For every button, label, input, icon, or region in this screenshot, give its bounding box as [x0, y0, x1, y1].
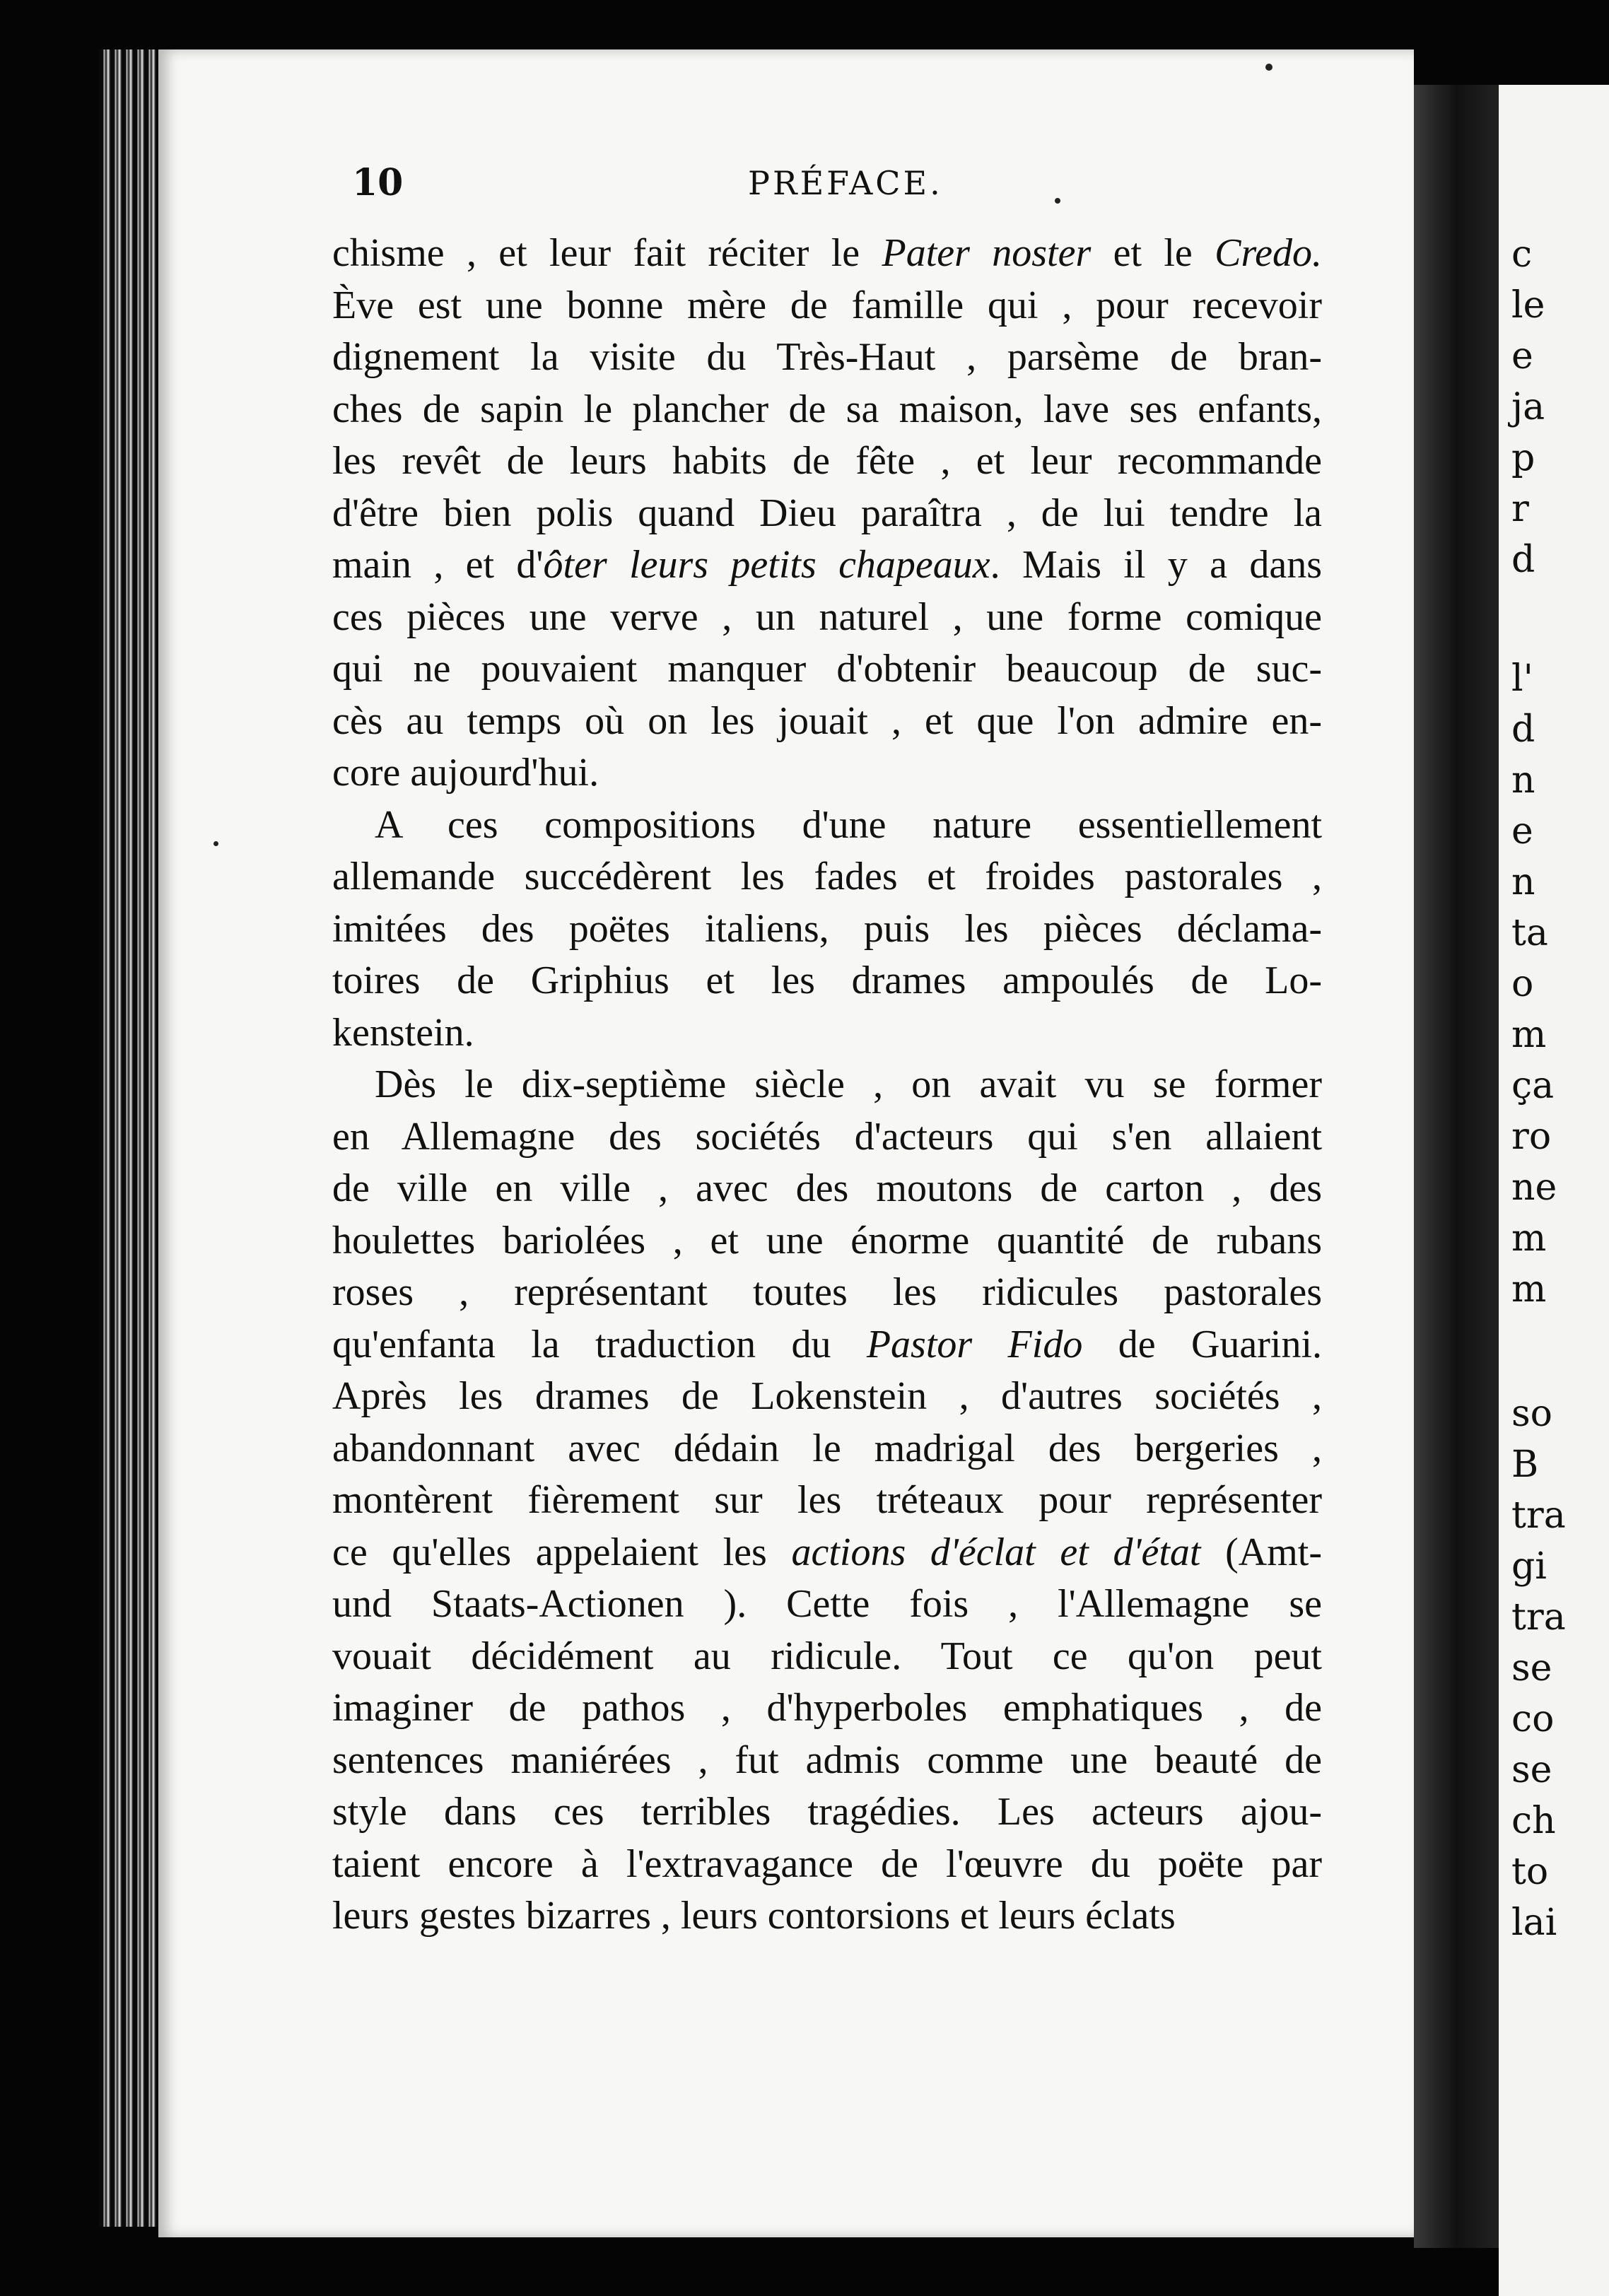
body-text [332, 228, 1322, 1943]
text-line [332, 1423, 1322, 1475]
page-gutter-shadow [1414, 85, 1499, 2248]
italic-text-run: Pater noster [882, 231, 1092, 275]
facing-page-fragment: ta [1511, 912, 1548, 954]
facing-page-fragment: d [1511, 539, 1535, 581]
facing-page-fragment: so [1511, 1393, 1552, 1435]
text-run: imaginer de pathos , d'hyperboles emphatiques , de [332, 1686, 1322, 1730]
text-line [332, 1735, 1322, 1787]
facing-page-fragment: co [1511, 1698, 1555, 1740]
facing-page-fragment: n [1511, 861, 1535, 903]
text-line [332, 488, 1322, 540]
text-line [332, 1319, 1322, 1371]
facing-page-fragment: n [1511, 759, 1535, 802]
facing-page-fragment: m [1511, 1268, 1547, 1311]
text-run: Dès le dix-septième siècle , on avait vu se former [375, 1062, 1322, 1106]
text-line [332, 1631, 1322, 1683]
text-line [332, 1371, 1322, 1423]
text-run: roses , représentant toutes les ridicules pastorales [332, 1270, 1322, 1314]
text-run: ces pièces une verve , un naturel , une forme comique [332, 594, 1322, 639]
text-run: les revêt de leurs habits de fête , et leur recommande [332, 439, 1322, 483]
ink-speck [1265, 64, 1272, 71]
facing-page-fragment: ja [1511, 386, 1545, 428]
facing-page-fragment: o [1511, 963, 1534, 1005]
text-line [332, 1007, 1322, 1060]
ink-speck [213, 841, 218, 846]
facing-page-fragment: ne [1511, 1166, 1557, 1209]
facing-page-fragment: B [1511, 1443, 1539, 1486]
text-line [332, 1682, 1322, 1735]
italic-text-run: Pastor Fido [866, 1322, 1083, 1366]
text-line [332, 280, 1322, 332]
text-line [332, 539, 1322, 592]
facing-page-fragment: tra [1511, 1596, 1566, 1639]
text-line [332, 1163, 1322, 1215]
text-line [332, 1527, 1322, 1579]
text-line [332, 384, 1322, 436]
paragraph [332, 800, 1322, 1060]
text-line [332, 1890, 1322, 1943]
text-line [332, 1111, 1322, 1164]
text-run: ches de sapin le plancher de sa maison, lave ses enfants, [332, 387, 1322, 431]
facing-page-fragment: to [1511, 1851, 1549, 1893]
text-line [332, 1839, 1322, 1891]
facing-page-fragment: le [1511, 284, 1545, 327]
text-run: und Staats-Actionen ). Cette fois , l'Allemagne se [332, 1582, 1322, 1626]
facing-page-fragment: se [1511, 1749, 1552, 1791]
text-run: (Amt- [1200, 1530, 1322, 1574]
text-line [332, 955, 1322, 1007]
facing-page-fragment: m [1511, 1014, 1547, 1056]
text-run: vouait décidément au ridicule. Tout ce qu'on peut [332, 1634, 1322, 1678]
text-line [332, 332, 1322, 384]
text-run: allemande succédèrent les fades et froides pastorales , [332, 855, 1322, 898]
facing-page-fragment: tra [1511, 1494, 1566, 1537]
paragraph [332, 228, 1322, 800]
text-run: en Allemagne des sociétés d'acteurs qui s'en allaient [332, 1114, 1322, 1159]
text-run: d'être bien polis quand Dieu paraîtra , de lui tendre la [332, 491, 1322, 535]
facing-page-fragment: d [1511, 708, 1535, 751]
italic-text-run: actions d'éclat et d'état [791, 1530, 1201, 1574]
text-line [332, 228, 1322, 280]
text-line [332, 1786, 1322, 1839]
text-run: dignement la visite du Très-Haut , parsème de bran- [332, 335, 1322, 379]
text-run: de ville en ville , avec des moutons de carton , des [332, 1166, 1322, 1210]
text-run: qu'enfanta la traduction du [332, 1322, 867, 1366]
page-header [0, 161, 1609, 218]
text-line [332, 1267, 1322, 1319]
text-run: montèrent fièrement sur les tréteaux pour représenter [332, 1478, 1322, 1522]
text-run: Ève est une bonne mère de famille qui , pour recevoir [332, 283, 1322, 327]
text-run: A ces compositions d'une nature essentiellement [375, 802, 1322, 847]
text-line [332, 851, 1322, 903]
text-run: kenstein. [332, 1010, 474, 1055]
text-run: core aujourd'hui. [332, 751, 599, 795]
facing-page-fragment: e [1511, 810, 1533, 853]
facing-page-fragment: lai [1511, 1902, 1557, 1944]
facing-page-fragment: p [1511, 437, 1535, 479]
facing-page-fragment: e [1511, 335, 1533, 377]
text-line [332, 592, 1322, 644]
text-line [332, 747, 1322, 800]
italic-text-run: ôter leurs petits chapeaux [543, 543, 990, 587]
text-run: chisme , et leur fait réciter le [332, 231, 882, 275]
text-run: main , et d' [332, 543, 544, 587]
page-number: 10 [352, 161, 404, 204]
paragraph [332, 1059, 1322, 1943]
ink-speck [1055, 198, 1060, 204]
text-run: taient encore à l'extravagance de l'œuvre du poëte par [332, 1841, 1322, 1886]
text-line [332, 435, 1322, 488]
facing-page-fragment: gi [1511, 1545, 1547, 1588]
text-run: sentences maniérées , fut admis comme une beauté de [332, 1738, 1322, 1782]
text-line [332, 1475, 1322, 1527]
text-line [332, 643, 1322, 696]
facing-page-fragment: r [1511, 488, 1529, 530]
text-run: cès au temps où on les jouait , et que l'on admire en- [332, 698, 1322, 743]
facing-page-fragment: m [1511, 1217, 1547, 1260]
italic-text-run: Credo. [1215, 231, 1323, 275]
text-run: houlettes bariolées , et une énorme quantité de rubans [332, 1218, 1322, 1263]
text-run: toires de Griphius et les drames ampoulés de Lo- [332, 959, 1322, 1002]
text-run: ce qu'elles appelaient les [332, 1530, 792, 1574]
text-line [332, 1059, 1322, 1111]
text-run: abandonnant avec dédain le madrigal des bergeries , [332, 1426, 1322, 1470]
facing-page-fragment: c [1511, 233, 1533, 276]
facing-page-fragment: ça [1511, 1065, 1555, 1107]
text-line [332, 800, 1322, 852]
facing-page-fragment: ro [1511, 1115, 1552, 1158]
text-run: style dans ces terribles tragédies. Les acteurs ajou- [332, 1790, 1322, 1834]
facing-page-fragment: ch [1511, 1800, 1556, 1842]
facing-page-fragment: l' [1511, 657, 1533, 700]
text-line [332, 903, 1322, 956]
text-run: . Mais il y a dans [990, 543, 1322, 587]
text-run: qui ne pouvaient manquer d'obtenir beaucoup de suc- [332, 647, 1322, 691]
text-run: de Guarini. [1082, 1322, 1323, 1366]
text-line [332, 1215, 1322, 1267]
text-run: et le [1091, 231, 1215, 275]
text-line [332, 1578, 1322, 1631]
text-run: Après les drames de Lokenstein , d'autres sociétés , [332, 1374, 1322, 1418]
facing-page-fragment: se [1511, 1647, 1552, 1689]
text-run: imitées des poëtes italiens, puis les pièces déclama- [332, 906, 1322, 951]
text-line [332, 696, 1322, 748]
running-head: PRÉFACE. [748, 164, 943, 202]
text-run: leurs gestes bizarres , leurs contorsions et leurs éclats [332, 1894, 1176, 1938]
